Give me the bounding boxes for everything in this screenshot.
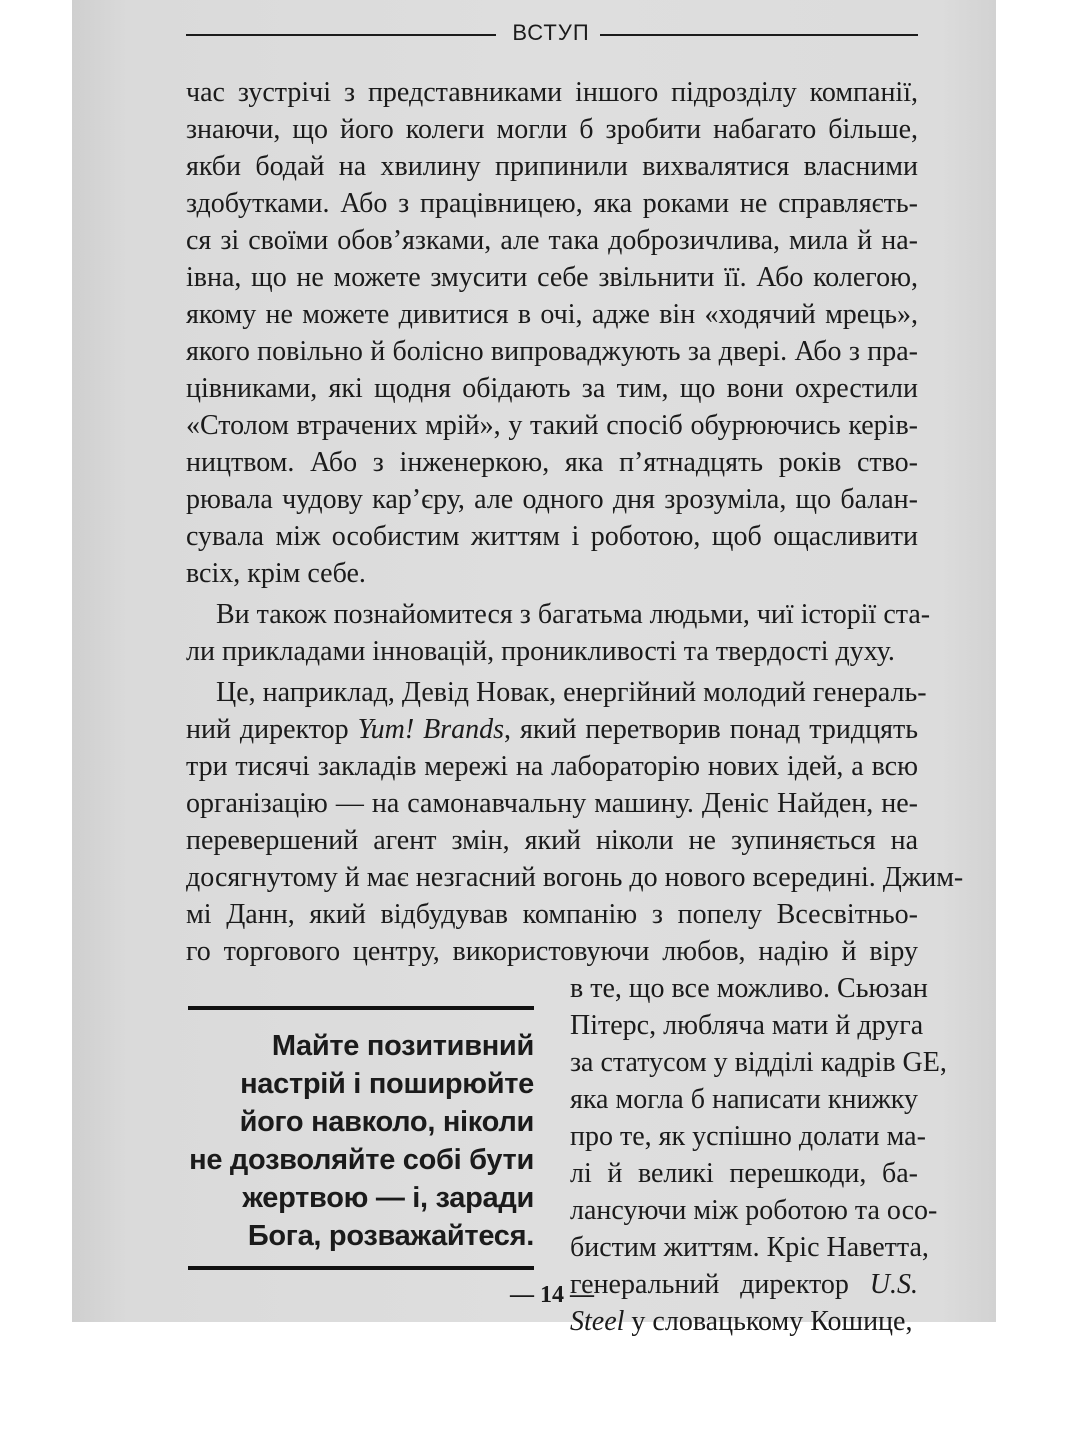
body-line-right: яка могла б написати книжку	[570, 1084, 918, 1115]
body-text: ний директор	[186, 714, 358, 745]
company-name: U.S.	[869, 1269, 918, 1300]
header-rule-left	[186, 34, 496, 36]
body-line-right: в те, що все можливо. Сьюзан	[570, 973, 928, 1004]
body-line: го торгового центру, використовуючи любов, надію й віру	[186, 936, 918, 967]
body-line: цівниками, які щодня обідають за тим, що вони охрестили	[186, 373, 918, 404]
company-name: Yum! Brands	[357, 714, 505, 745]
body-line: івна, що не можете змусити себе звільнити її. Або колегою,	[186, 262, 918, 293]
body-line: здобутками. Або з працівницею, яка роками не справляєть-	[186, 188, 918, 219]
body-line: ся зі своїми обов’язками, але така доброзичлива, мила й на-	[186, 225, 918, 256]
pull-quote-line: жертвою — і, заради	[242, 1182, 534, 1214]
pull-quote-line: не дозволяйте собі бути	[189, 1144, 534, 1176]
body-line-right: за статусом у відділі кадрів GE,	[570, 1047, 947, 1078]
body-line-mixed	[186, 713, 918, 747]
pull-quote-line: Майте позитивний	[271, 1030, 534, 1062]
body-text: генеральний директор	[570, 1269, 870, 1300]
body-line-right: лансуючи між роботою та осо-	[570, 1195, 938, 1226]
page-number: — 14 —	[510, 1282, 594, 1308]
body-line: три тисячі закладів мережі на лабораторію нових ідей, а всю	[186, 751, 918, 782]
body-line: «Столом втрачених мрій», у такий спосіб обурюючись керів-	[186, 410, 918, 441]
body-line: всіх, крім себе.	[186, 558, 366, 589]
body-line: якого повільно й болісно випроваджують за двері. Або з пра-	[186, 336, 918, 367]
body-text: у словацькому Кошице,	[624, 1306, 913, 1337]
body-line-right: про те, як успішно долати ма-	[570, 1121, 926, 1152]
body-line: сувала між особистим життям і роботою, щоб ощасливити	[186, 521, 918, 552]
body-line: ли прикладами інновацій, проникливості та твердості духу.	[186, 636, 895, 667]
body-line-right: лі й великі перешкоди, ба-	[570, 1158, 918, 1189]
body-line: мі Данн, який відбудував компанію з попелу Всесвітньо-	[186, 899, 918, 930]
body-line-right-mixed	[570, 1305, 918, 1339]
pull-quote-line: його навколо, ніколи	[239, 1106, 534, 1138]
body-line: якому не можете дивитися в очі, адже він «ходячий мрець»,	[186, 299, 918, 330]
body-line: знаючи, що його колеги могли б зробити набагато більше,	[186, 114, 918, 145]
body-line: ництвом. Або з інженеркою, яка п’ятнадцять років ство-	[186, 447, 918, 478]
body-line: організацію — на самонавчальну машину. Деніс Найден, не-	[186, 788, 918, 819]
body-line: Ви також познайомитеся з багатьма людьми, чиї історії ста-	[216, 599, 931, 630]
body-line: Це, наприклад, Девід Новак, енергійний молодий генераль-	[216, 677, 927, 708]
pull-quote-top-rule	[188, 1006, 534, 1010]
body-text: , який перетворив понад тридцять	[504, 714, 918, 745]
body-line-right: бистим життям. Кріс Наветта,	[570, 1232, 929, 1263]
company-name: Steel	[570, 1306, 625, 1337]
body-line: рювала чудову кар’єру, але одного дня зрозуміла, що балан-	[186, 484, 918, 515]
body-line: якби бодай на хвилину припинили вихвалятися власними	[186, 151, 918, 182]
body-line-right: Пітерс, любляча мати й друга	[570, 1010, 924, 1041]
body-line-right-mixed	[570, 1268, 918, 1302]
pull-quote-line: настрій і поширюйте	[240, 1068, 534, 1100]
chapter-title: ВСТУП	[512, 20, 590, 45]
body-line: час зустрічі з представниками іншого підрозділу компанії,	[186, 77, 918, 108]
body-line: досягнутому й має незгасний вогонь до нового всередині. Джим-	[186, 862, 964, 893]
book-page	[72, 0, 996, 1337]
header-rule-right	[600, 34, 918, 36]
running-header	[186, 18, 918, 48]
pull-quote-line: Бога, розважайтеся.	[247, 1220, 534, 1252]
pull-quote-bottom-rule	[188, 1266, 534, 1270]
body-line: перевершений агент змін, який ніколи не зупиняється на	[186, 825, 918, 856]
